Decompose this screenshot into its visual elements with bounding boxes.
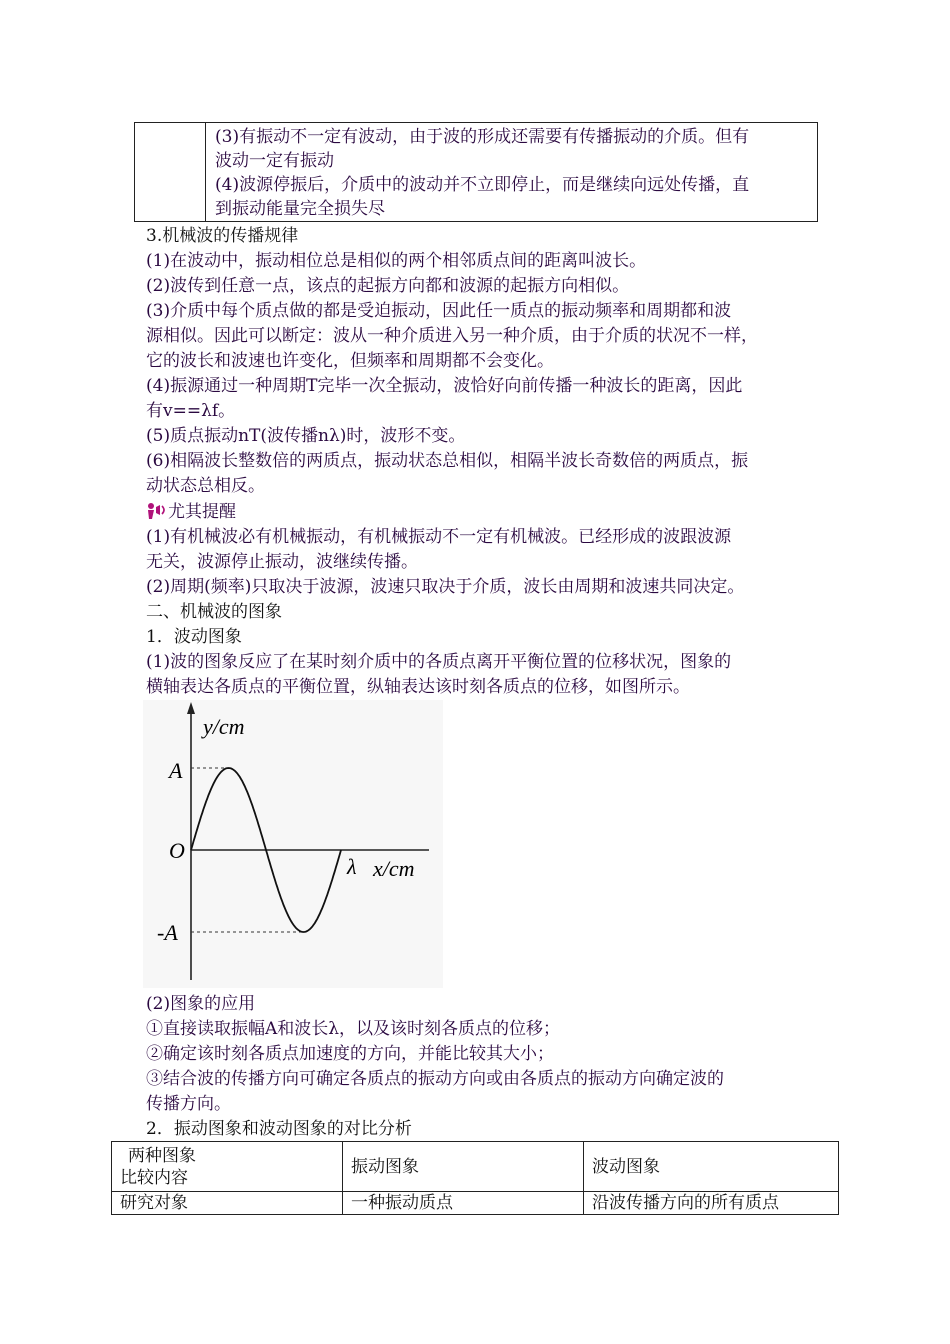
table-cell: 沿波传播方向的所有质点 xyxy=(584,1192,839,1215)
section3-item: (4)振源通过一种周期T完毕一次全振动，波恰好向前传播一种波长的距离，因此 xyxy=(146,376,743,396)
top-table-line-4: 到振动能量完全损失尽 xyxy=(215,199,385,219)
reminder-title-row xyxy=(146,500,236,524)
top-table-line-2: 波动一定有振动 xyxy=(215,151,334,171)
table-header-row xyxy=(112,1142,839,1192)
table-header-cell: 波动图象 xyxy=(584,1142,839,1192)
top-table-line-3: (4)波源停振后，介质中的波动并不立即停止，而是继续向远处传播，直 xyxy=(215,175,750,195)
reminder-item: (2)周期(频率)只取决于波源，波速只取决于介质，波长由周期和波速共同决定。 xyxy=(146,577,745,597)
reminder-item: 无关，波源停止振动，波继续传播。 xyxy=(146,552,418,572)
part2-heading: 二、机械波的图象 xyxy=(146,602,282,622)
section3-item: 源相似。因此可以断定：波从一种介质进入另一种介质，由于介质的状况不一样， xyxy=(146,326,758,346)
applications-item: ①直接读取振幅A和波长λ，以及该时刻各质点的位移； xyxy=(146,1019,561,1039)
table-header-cell: 振动图象 xyxy=(343,1142,584,1192)
section3-item: (2)波传到任意一点，该点的起振方向都和波源的起振方向相似。 xyxy=(146,276,630,296)
y-tick-label: A xyxy=(169,758,183,783)
header-bottom-label: 比较内容 xyxy=(120,1167,188,1188)
top-table xyxy=(134,122,818,222)
table-cell: 一种振动质点 xyxy=(343,1192,584,1215)
lambda-label: λ xyxy=(347,854,357,879)
table-row xyxy=(112,1192,839,1215)
section3-item: (1)在波动中，振动相位总是相似的两个相邻质点间的距离叫波长。 xyxy=(146,251,647,271)
part2-para: 横轴表达各质点的平衡位置，纵轴表达该时刻各质点的位移，如图所示。 xyxy=(146,677,690,697)
y-tick-label: -A xyxy=(157,920,178,945)
applications-item: 传播方向。 xyxy=(146,1094,231,1114)
reminder-icon xyxy=(146,502,168,520)
section3-heading: 3.机械波的传播规律 xyxy=(146,226,299,246)
compare-table xyxy=(111,1141,839,1215)
table-cell: 研究对象 xyxy=(112,1192,343,1215)
applications-heading: (2)图象的应用 xyxy=(146,994,256,1014)
section3-item: (6)相隔波长整数倍的两质点，振动状态总相似，相隔半波长奇数倍的两质点，振 xyxy=(146,451,749,471)
section3-item: 有v==λf。 xyxy=(146,401,236,421)
applications-item: ③结合波的传播方向可确定各质点的振动方向或由各质点的振动方向确定波的 xyxy=(146,1069,724,1089)
part2-sub1: 1．波动图象 xyxy=(146,627,242,647)
y-tick-label: O xyxy=(169,838,185,863)
reminder-title: 尤其提醒 xyxy=(168,502,236,522)
section3-item: (5)质点振动nT(波传播nλ)时，波形不变。 xyxy=(146,426,466,446)
compare-heading: 2．振动图象和波动图象的对比分析 xyxy=(146,1119,412,1139)
part2-para: (1)波的图象反应了在某时刻介质中的各质点离开平衡位置的位移状况，图象的 xyxy=(146,652,732,672)
top-table-right-cell xyxy=(215,125,815,221)
section3-item: 它的波长和波速也许变化，但频率和周期都不会变化。 xyxy=(146,351,554,371)
applications-item: ②确定该时刻各质点加速度的方向，并能比较其大小； xyxy=(146,1044,554,1064)
top-table-left-cell xyxy=(135,123,206,221)
x-axis-label: x/cm xyxy=(373,856,415,881)
table-header-cell xyxy=(112,1142,343,1192)
y-axis-label: y/cm xyxy=(203,714,245,739)
top-table-line-1: (3)有振动不一定有波动，由于波的形成还需要有传播振动的介质。但有 xyxy=(215,127,750,147)
y-axis-arrow xyxy=(187,702,195,714)
wave-chart xyxy=(143,700,443,988)
section3-item: 动状态总相反。 xyxy=(146,476,265,496)
reminder-item: (1)有机械波必有机械振动，有机械振动不一定有机械波。已经形成的波跟波源 xyxy=(146,527,732,547)
header-top-label: 两种图象 xyxy=(128,1145,196,1166)
section3-item: (3)介质中每个质点做的都是受迫振动，因此任一质点的振动频率和周期都和波 xyxy=(146,301,732,321)
